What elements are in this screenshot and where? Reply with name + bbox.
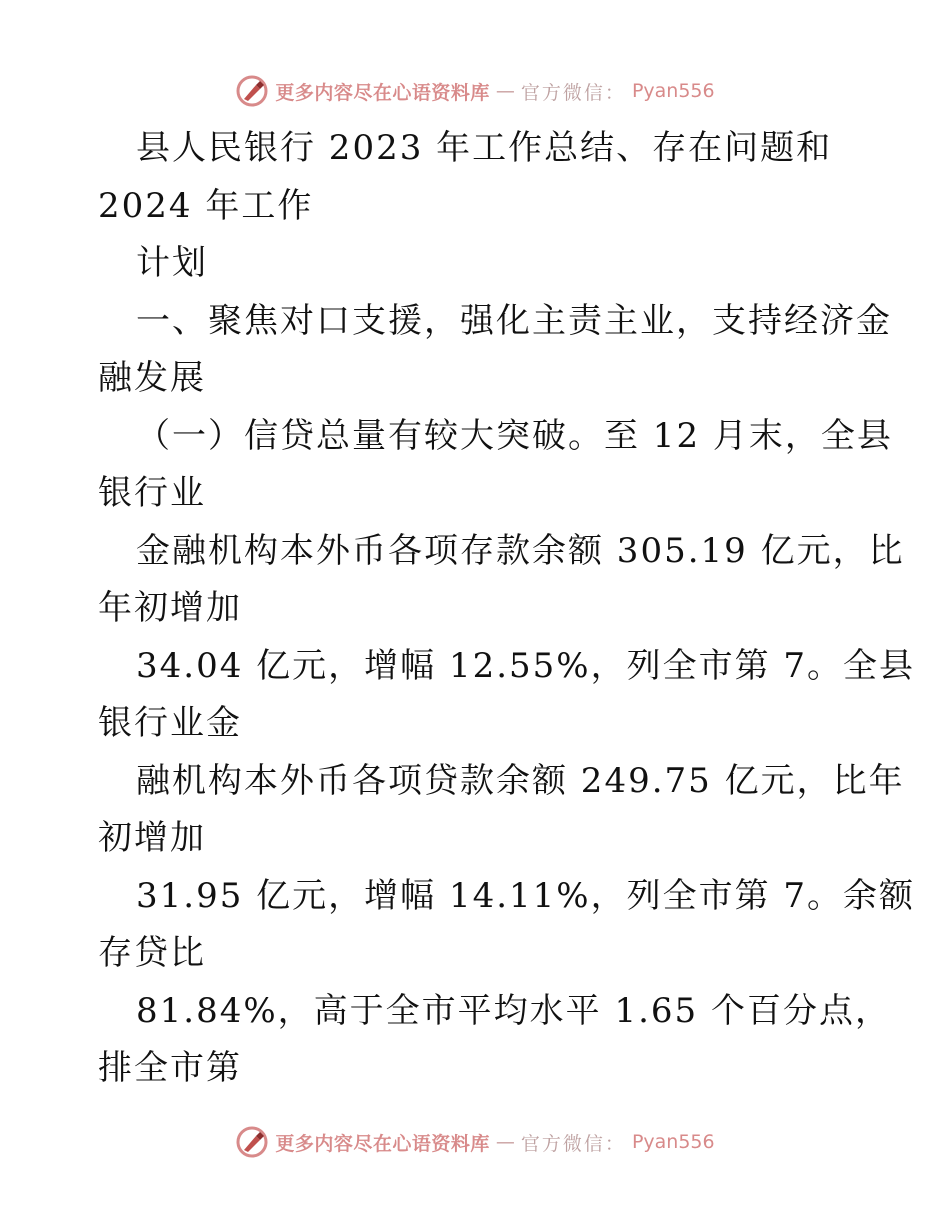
text-line: 计划 (136, 243, 208, 283)
text-line: 银行业 (98, 473, 206, 513)
watermark-text: 更多内容尽在心语资料库 (275, 81, 490, 104)
watermark-text: 更多内容尽在心语资料库 (275, 1132, 490, 1155)
text-line: 31.95 亿元，增幅 14.11%，列全市第 7。余额 (136, 875, 916, 916)
text-line: 存贷比 (98, 933, 206, 973)
text-line: 34.04 亿元，增幅 12.55%，列全市第 7。全县 (136, 645, 916, 686)
text-line: 初增加 (98, 818, 206, 858)
text-line: 2024 年工作 (98, 185, 314, 226)
watermark-wechat-label: 官方微信： (520, 81, 626, 104)
text-line: 一、聚焦对口支援，强化主责主业，支持经济金 (136, 300, 892, 341)
pen-logo-icon (235, 74, 269, 108)
text-line: 金融机构本外币各项存款余额 305.19 亿元，比 (136, 530, 905, 571)
watermark-dash: — (495, 1131, 515, 1153)
watermark-wechat-label: 官方微信： (520, 1132, 626, 1155)
header-watermark (0, 74, 950, 108)
watermark-wechat-id: Pyan556 (631, 80, 715, 102)
text-line: 融机构本外币各项贷款余额 249.75 亿元，比年 (136, 760, 905, 801)
text-line: 融发展 (98, 358, 206, 398)
document-body (98, 120, 916, 1098)
text-line: 银行业金 (98, 703, 242, 743)
text-line: 年初增加 (98, 588, 242, 628)
text-line: （一）信贷总量有较大突破。至 12 月末，全县 (136, 415, 893, 456)
text-line: 81.84%，高于全市平均水平 1.65 个百分点， (136, 990, 891, 1031)
pen-logo-icon (235, 1125, 269, 1159)
text-line: 排全市第 (98, 1048, 242, 1088)
watermark-dash: — (495, 80, 515, 102)
watermark-wechat-id: Pyan556 (631, 1131, 715, 1153)
text-line: 县人民银行 2023 年工作总结、存在问题和 (136, 128, 833, 168)
footer-watermark (0, 1125, 950, 1159)
